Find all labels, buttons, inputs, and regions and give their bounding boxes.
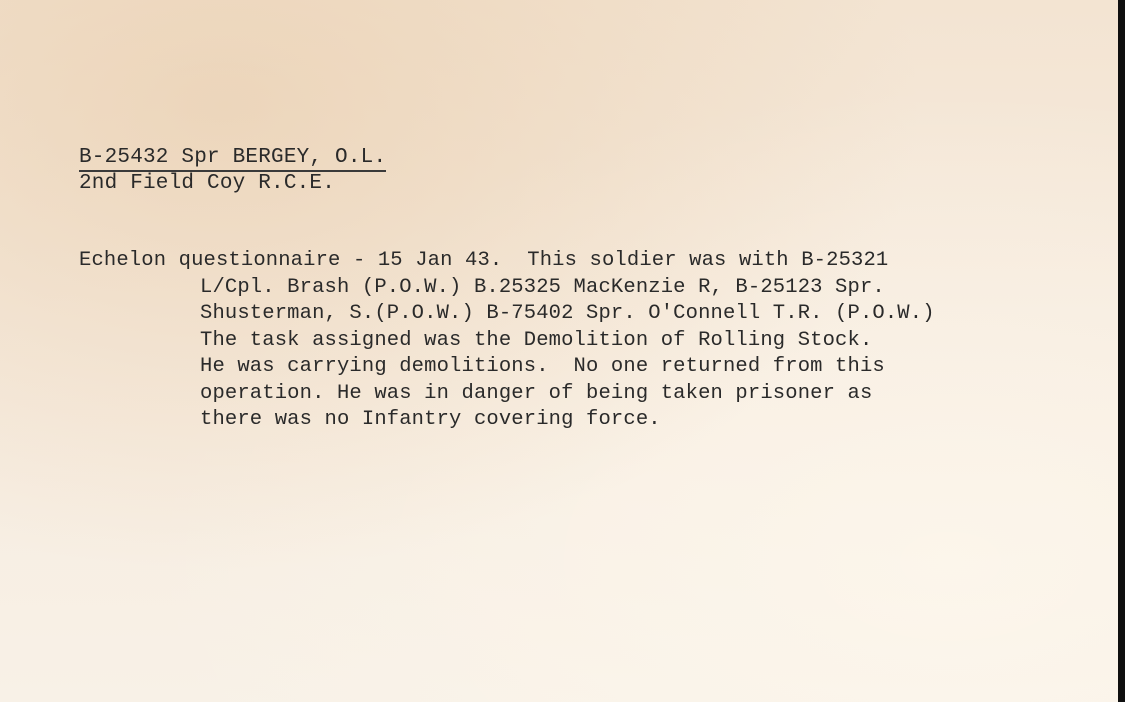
record-line-2: L/Cpl. Brash (P.O.W.) B.25325 MacKenzie R, B-25123 Spr. (200, 275, 885, 299)
soldier-header (79, 146, 386, 196)
record-body (79, 248, 935, 434)
soldier-unit: 2nd Field Coy R.C.E. (79, 172, 336, 195)
record-line-6: operation. He was in danger of being taken prisoner as (200, 381, 873, 405)
record-line-3: Shusterman, S.(P.O.W.) B-75402 Spr. O'Connell T.R. (P.O.W.) (200, 302, 935, 325)
scan-border (1118, 0, 1125, 702)
soldier-id-name: B-25432 Spr BERGEY, O.L. (79, 146, 386, 172)
record-line-1: Echelon questionnaire - 15 Jan 43. This soldier was with B-25321 (79, 249, 889, 272)
record-line-5: He was carrying demolitions. No one returned from this (200, 355, 885, 378)
record-line-4: The task assigned was the Demolition of Rolling Stock. (200, 328, 873, 352)
record-line-7: there was no Infantry covering force. (200, 408, 661, 431)
